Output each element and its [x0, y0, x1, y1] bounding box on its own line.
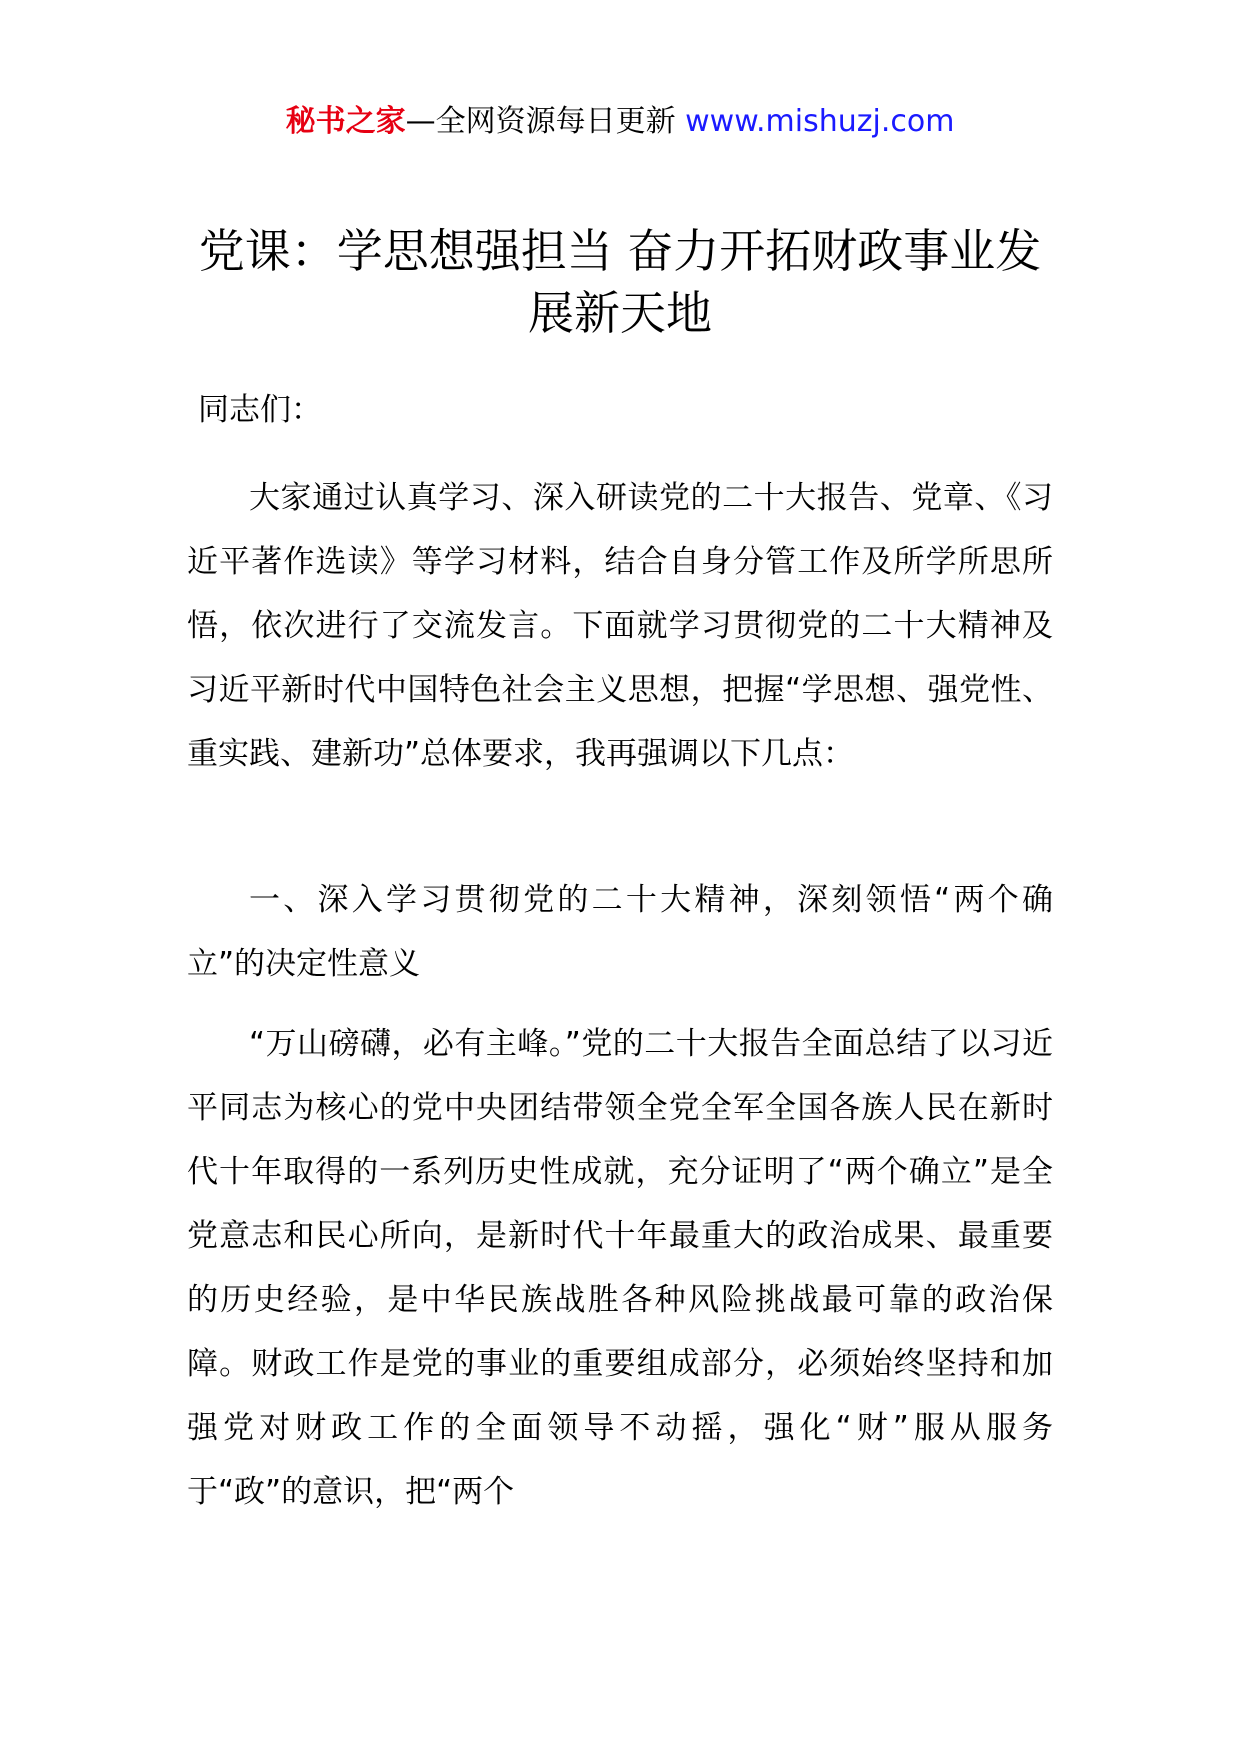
section-heading-1: 一、深入学习贯彻党的二十大精神，深刻领悟“两个确立”的决定性意义: [187, 882, 1053, 982]
salutation: 同志们：: [198, 392, 322, 428]
site-url-link[interactable]: www.mishuzj.com: [685, 104, 955, 139]
document-title: 党课：学思想强担当 奋力开拓财政事业发展新天地: [198, 224, 1042, 340]
paragraph-section-1: “万山磅礴，必有主峰。”党的二十大报告全面总结了以习近平同志为核心的党中央团结带领全党全军全国各族人民在新时代十年取得的一系列历史性成就，充分证明了“两个确立”是全党意志和民心所向，是新时代十年最重大的政治成果、最重要的历史经验，是中华民族战胜各种风险挑战最可靠的政治保障。财政工作是党的事业的重要组成部分，必须始终坚持和加强党对财政工作的全面领导不动摇，强化“财”服从服务于“政”的意识，把“两个: [187, 1026, 1053, 1510]
site-header: [0, 100, 1240, 144]
paragraph-intro: 大家通过认真学习、深入研读党的二十大报告、党章、《习近平著作选读》等学习材料，结合自身分管工作及所学所思所悟，依次进行了交流发言。下面就学习贯彻党的二十大精神及习近平新时代中国特色社会主义思想，把握“学思想、强党性、重实践、建新功”总体要求，我再强调以下几点：: [187, 480, 1053, 772]
brand-name: 秘书之家: [285, 104, 406, 139]
header-tagline: —全网资源每日更新: [405, 104, 676, 139]
